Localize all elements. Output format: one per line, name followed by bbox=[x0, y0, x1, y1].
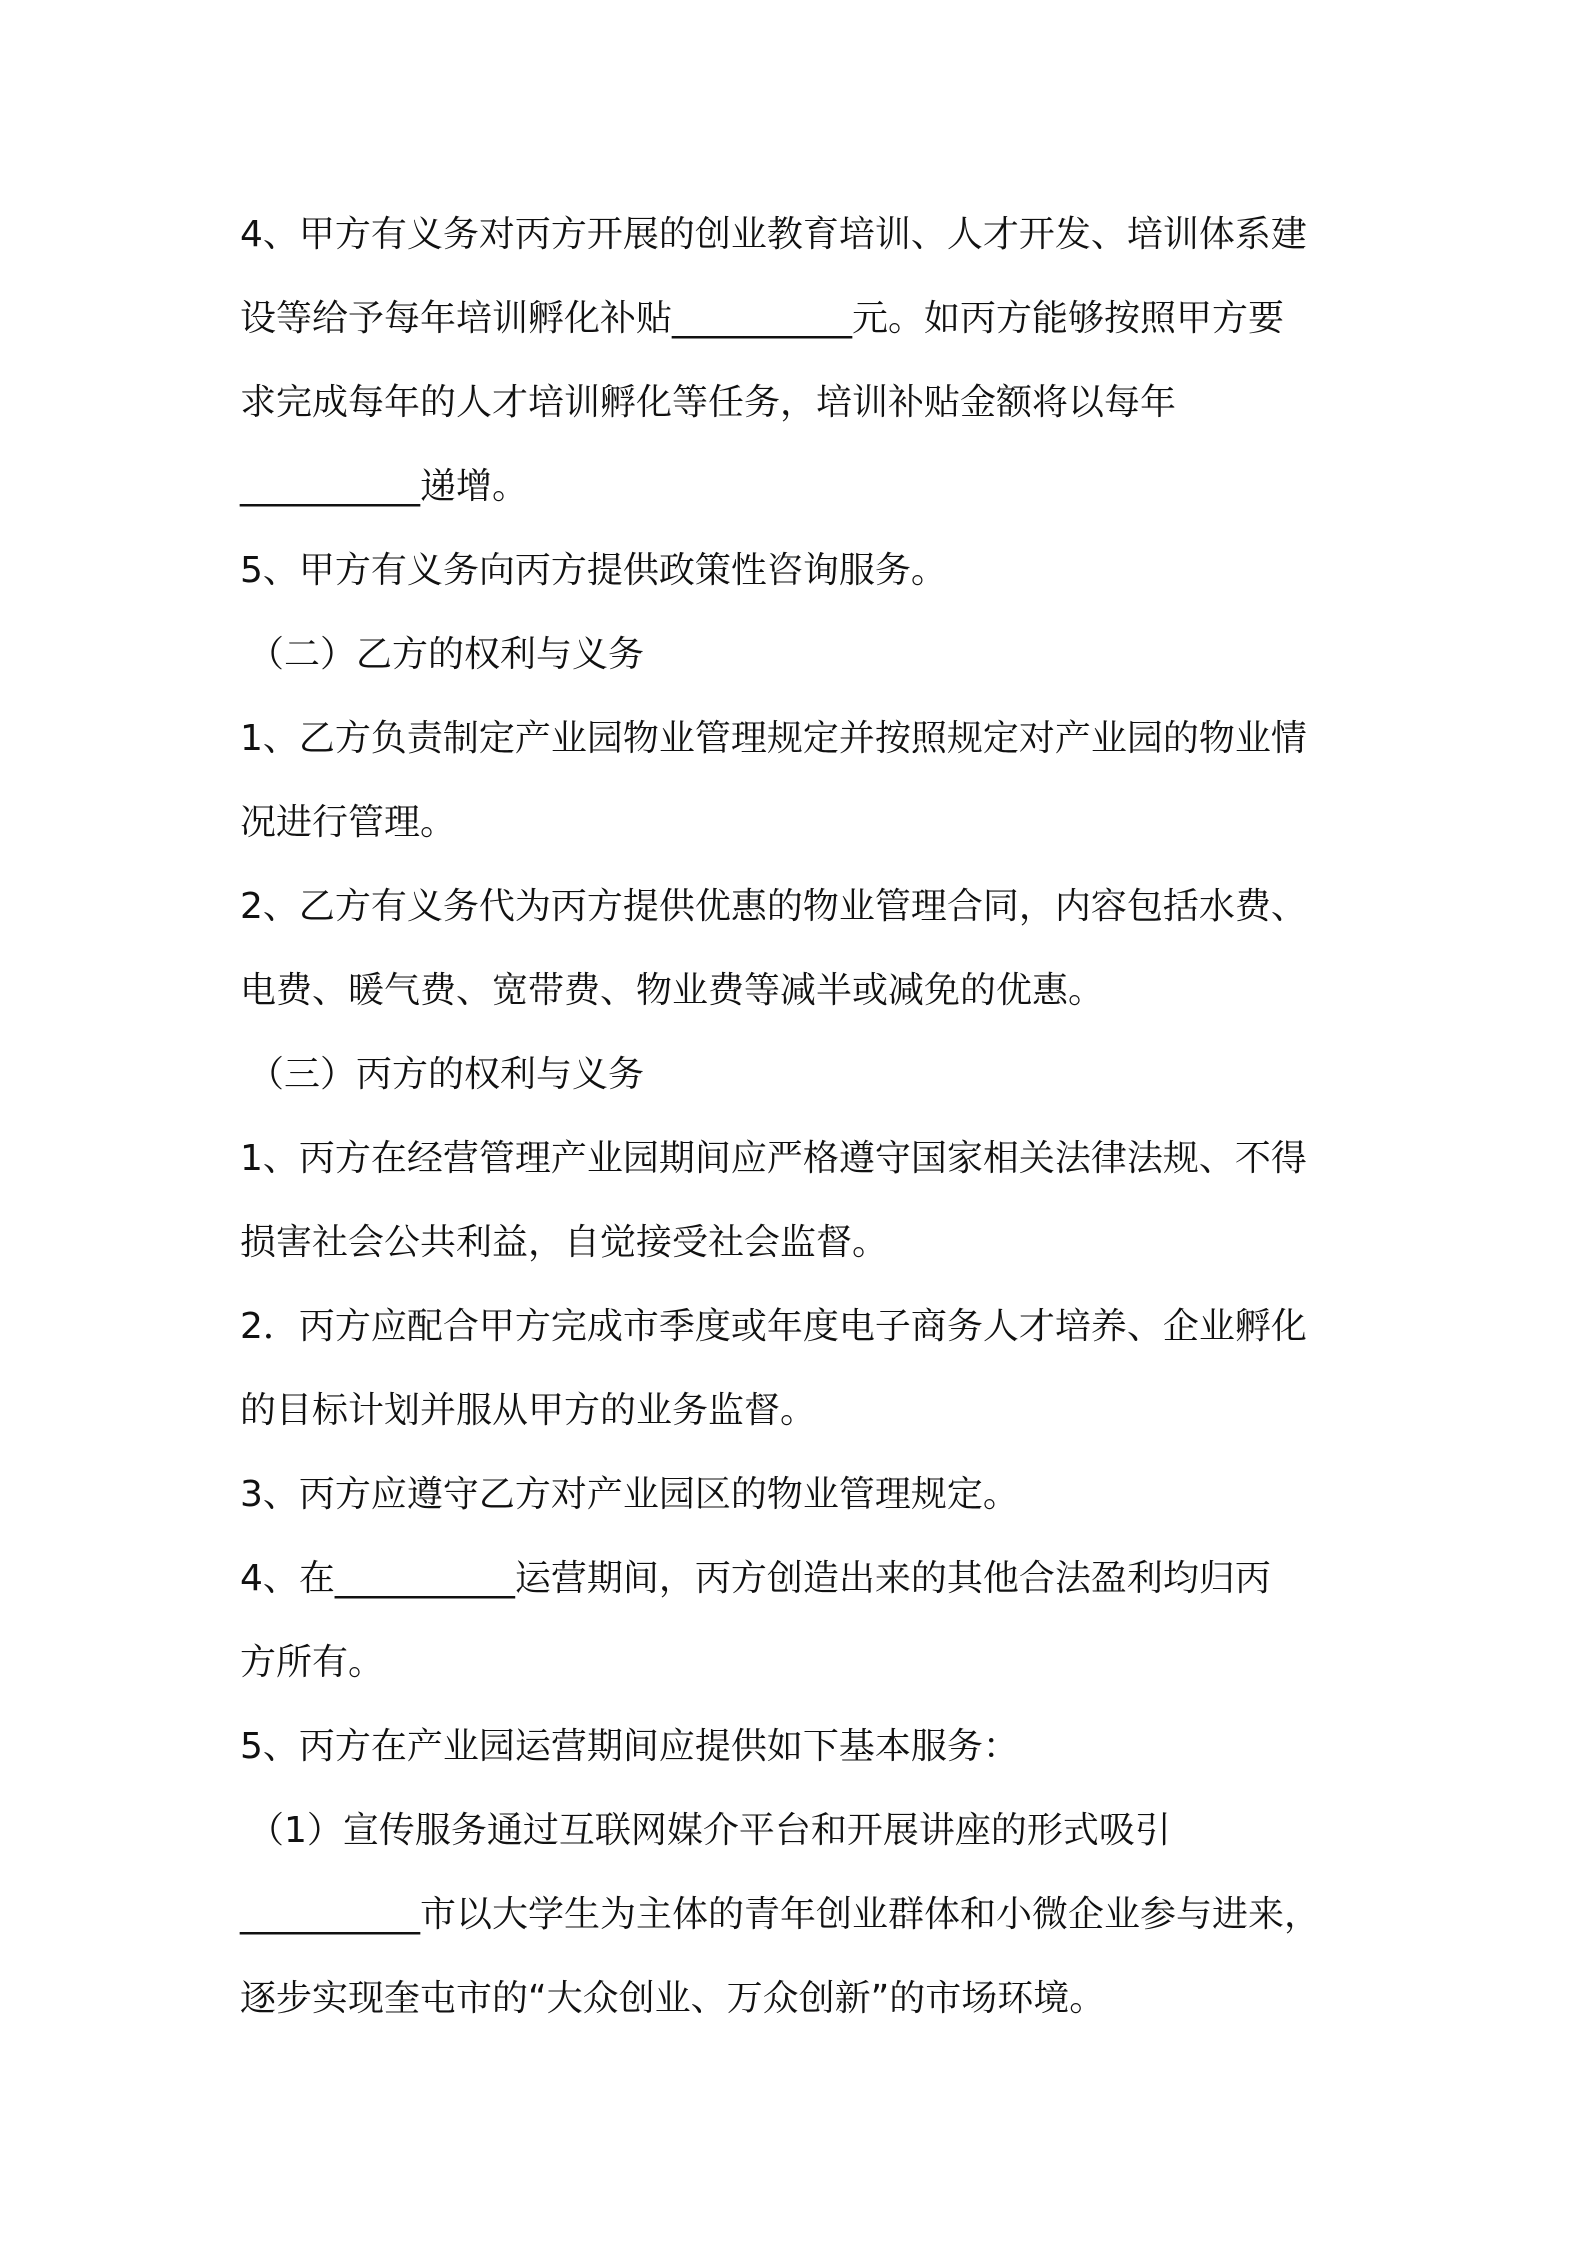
text-line: 4、在__________运营期间，丙方创造出来的其他合法盈利均归丙 bbox=[240, 1558, 1271, 1599]
text-line: __________市以大学生为主体的青年创业群体和小微企业参与进来， bbox=[240, 1894, 1321, 1935]
text-line: 2．丙方应配合甲方完成市季度或年度电子商务人才培养、企业孵化 bbox=[240, 1306, 1307, 1347]
text-line: __________递增。 bbox=[240, 466, 529, 507]
section-heading: （二）乙方的权利与义务 bbox=[248, 634, 645, 675]
text-line: 3、丙方应遵守乙方对产业园区的物业管理规定。 bbox=[240, 1474, 1019, 1515]
text-line: 5、丙方在产业园运营期间应提供如下基本服务： bbox=[240, 1726, 1019, 1767]
text-line: 况进行管理。 bbox=[240, 802, 457, 843]
text-line: 求完成每年的人才培训孵化等任务，培训补贴金额将以每年 bbox=[240, 382, 1177, 423]
text-line: 4、甲方有义务对丙方开展的创业教育培训、人才开发、培训体系建 bbox=[240, 214, 1307, 255]
text-line: 方所有。 bbox=[240, 1642, 385, 1683]
section-heading: （三）丙方的权利与义务 bbox=[248, 1054, 645, 1095]
text-line: 1、乙方负责制定产业园物业管理规定并按照规定对产业园的物业情 bbox=[240, 718, 1307, 759]
text-line: 2、乙方有义务代为丙方提供优惠的物业管理合同，内容包括水费、 bbox=[240, 886, 1307, 927]
text-line: 的目标计划并服从甲方的业务监督。 bbox=[240, 1390, 817, 1431]
text-line: 电费、暖气费、宽带费、物业费等减半或减免的优惠。 bbox=[240, 970, 1105, 1011]
text-line: 设等给予每年培训孵化补贴__________元。如丙方能够按照甲方要 bbox=[240, 298, 1285, 339]
text-line: 逐步实现奎屯市的“大众创业、万众创新”的市场环境。 bbox=[240, 1978, 1106, 2019]
text-line: 损害社会公共利益，自觉接受社会监督。 bbox=[240, 1222, 889, 1263]
text-line: 5、甲方有义务向丙方提供政策性咨询服务。 bbox=[240, 550, 947, 591]
text-line: （1）宣传服务通过互联网媒介平台和开展讲座的形式吸引 bbox=[248, 1810, 1171, 1851]
document-body bbox=[240, 193, 1360, 2041]
text-line: 1、丙方在经营管理产业园期间应严格遵守国家相关法律法规、不得 bbox=[240, 1138, 1307, 1179]
